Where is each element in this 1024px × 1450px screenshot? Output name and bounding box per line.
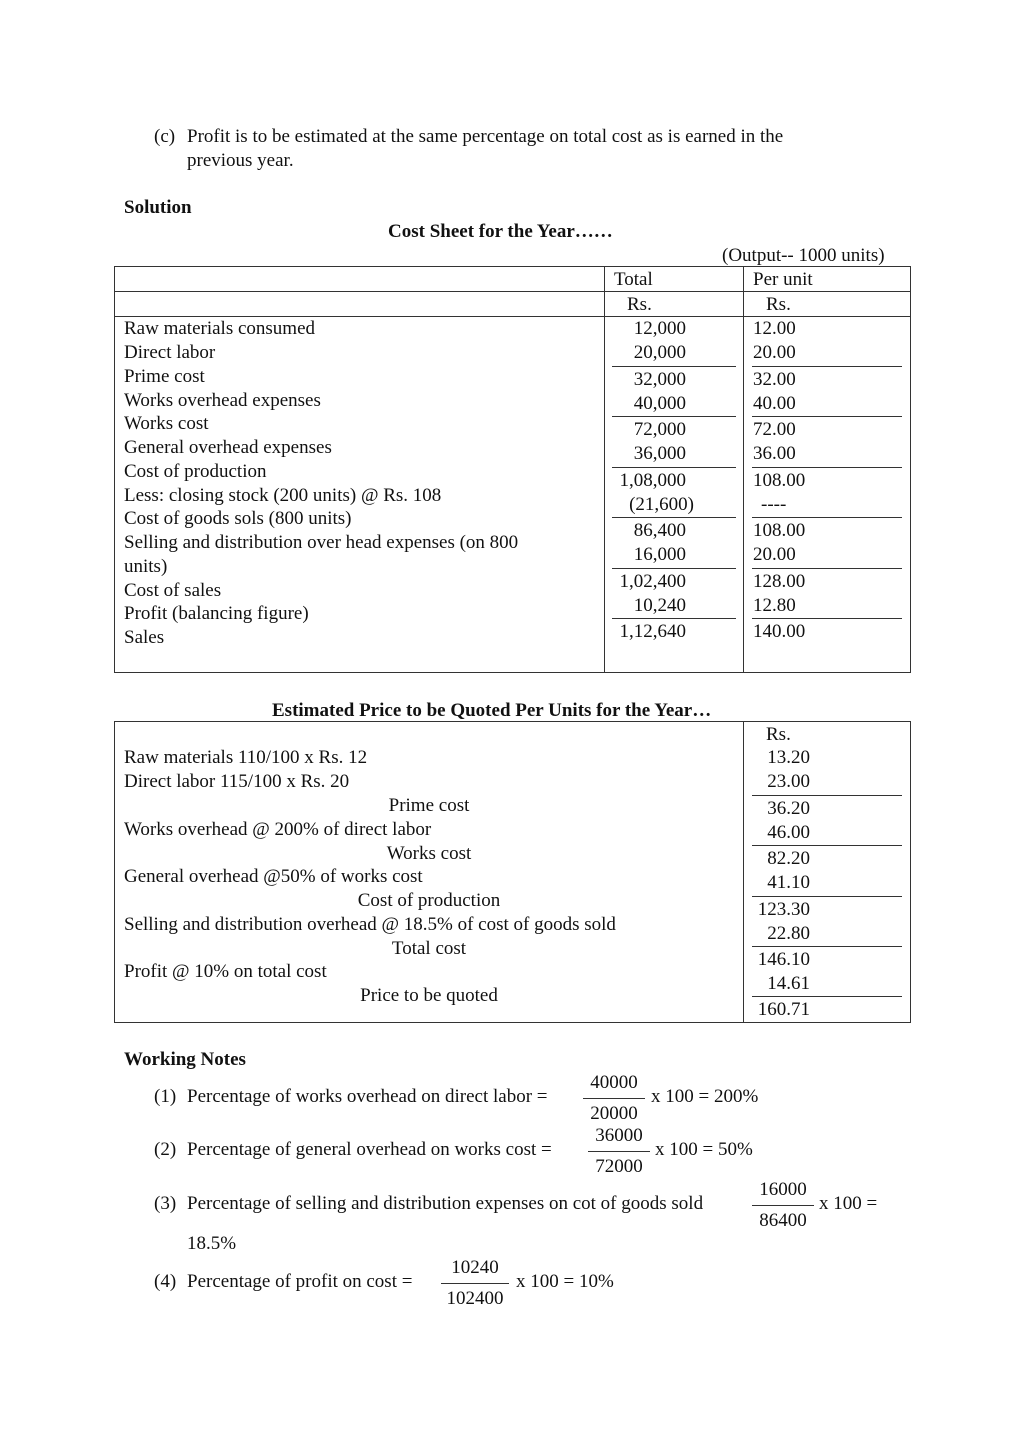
- cost-row-total: 12,000: [633, 318, 686, 339]
- cost-row-per-unit: 128.00: [753, 571, 806, 592]
- note-number: (1): [154, 1086, 177, 1107]
- total-subtotal-rule: [612, 366, 736, 367]
- intro-line-1: Profit is to be estimated at the same percentage on total cost as is earned in the: [187, 126, 784, 147]
- estimate-title: Estimated Price to be Quoted Per Units for the Year…: [272, 700, 712, 721]
- estimate-row-label: Works cost: [386, 843, 472, 864]
- note-fraction: [588, 1123, 650, 1180]
- working-notes-heading: Working Notes: [124, 1049, 246, 1070]
- cost-row-total: 20,000: [633, 342, 686, 363]
- total-subtotal-rule: [612, 467, 736, 468]
- note-result: x 100 = 10%: [516, 1271, 614, 1292]
- fraction-denominator: 86400: [759, 1210, 807, 1231]
- estimate-row-value: 160.71: [757, 999, 810, 1020]
- estimate-currency: Rs.: [766, 724, 791, 745]
- note-continuation: 18.5%: [187, 1233, 237, 1254]
- note-number: (2): [154, 1139, 177, 1160]
- cost-row-per-unit: 140.00: [753, 621, 806, 642]
- estimate-subtotal-rule: [752, 896, 902, 897]
- cost-row-label: Direct labor: [124, 342, 216, 363]
- estimate-row-label: Works overhead @ 200% of direct labor: [124, 819, 432, 840]
- note-result: x 100 = 50%: [655, 1139, 753, 1160]
- estimate-row-value: 22.80: [767, 923, 810, 944]
- note-number: (4): [154, 1271, 177, 1292]
- estimate-row-value: 82.20: [767, 848, 810, 869]
- col-header-per-unit: Per unit: [753, 269, 813, 290]
- intro-line-2: previous year.: [187, 150, 294, 171]
- fraction-numerator: 10240: [451, 1257, 499, 1278]
- cost-row-label: Selling and distribution over head expenses (on 800: [124, 532, 519, 553]
- estimate-row-value: 146.10: [757, 949, 810, 970]
- estimate-row-value: 13.20: [767, 747, 810, 768]
- unit-subtotal-rule: [752, 517, 902, 518]
- col-currency-unit: Rs.: [766, 294, 791, 315]
- fraction-bar: [588, 1151, 650, 1152]
- estimate-row-label: Total cost: [391, 938, 467, 959]
- note-result: x 100 =: [819, 1193, 878, 1214]
- fraction-numerator: 40000: [590, 1072, 638, 1093]
- cost-row-total: 10,240: [633, 595, 686, 616]
- fraction-bar: [441, 1283, 509, 1284]
- cost-row-label: Profit (balancing figure): [124, 603, 309, 624]
- note-number: (3): [154, 1193, 177, 1214]
- cost-row-total: 32,000: [633, 369, 686, 390]
- cost-row-per-unit: 20.00: [753, 342, 796, 363]
- note-fraction: [583, 1070, 645, 1127]
- cost-sheet-title: Cost Sheet for the Year……: [388, 221, 613, 242]
- cost-row-total: (21,600): [629, 494, 694, 515]
- unit-subtotal-rule: [752, 366, 902, 367]
- col-header-total: Total: [614, 269, 653, 290]
- cost-row-label: General overhead expenses: [124, 437, 332, 458]
- estimate-row-label: Profit @ 10% on total cost: [124, 961, 327, 982]
- cost-row-total: 1,02,400: [619, 571, 686, 592]
- cost-row-per-unit: 108.00: [753, 520, 806, 541]
- cost-row-per-unit: 72.00: [753, 419, 796, 440]
- note-fraction: [441, 1255, 509, 1312]
- estimate-subtotal-rule: [752, 795, 902, 796]
- cost-row-label: Works cost: [124, 413, 209, 434]
- estimate-row-label: Selling and distribution overhead @ 18.5% of cost of goods sold: [124, 914, 616, 935]
- estimate-row-value: 23.00: [767, 771, 810, 792]
- estimate-row-label: Direct labor 115/100 x Rs. 20: [124, 771, 350, 792]
- fraction-bar: [752, 1205, 814, 1206]
- cost-row-per-unit: 36.00: [753, 443, 796, 464]
- fraction-denominator: 20000: [590, 1103, 638, 1124]
- solution-heading: Solution: [124, 197, 192, 218]
- fraction-numerator: 16000: [759, 1179, 807, 1200]
- intro-item-label: (c): [154, 126, 176, 147]
- note-text: Percentage of selling and distribution expenses on cot of goods sold: [187, 1193, 704, 1214]
- unit-subtotal-rule: [752, 618, 902, 619]
- cost-row-total: 16,000: [633, 544, 686, 565]
- cost-row-total: 1,08,000: [619, 470, 686, 491]
- estimate-row-label: Price to be quoted: [360, 985, 498, 1006]
- estimate-row-value: 41.10: [767, 872, 810, 893]
- estimate-row-label: General overhead @50% of works cost: [124, 866, 423, 887]
- cost-row-per-unit: 12.80: [753, 595, 796, 616]
- estimate-row-value: 36.20: [767, 798, 810, 819]
- estimate-subtotal-rule: [752, 996, 902, 997]
- unit-subtotal-rule: [752, 467, 902, 468]
- cost-row-per-unit: 40.00: [753, 393, 796, 414]
- cost-row-label: Less: closing stock (200 units) @ Rs. 108: [124, 485, 442, 506]
- total-subtotal-rule: [612, 416, 736, 417]
- note-text: Percentage of works overhead on direct labor =: [187, 1086, 548, 1107]
- cost-row-label: Cost of production: [124, 461, 267, 482]
- cost-row-per-unit: 108.00: [753, 470, 806, 491]
- cost-row-label: Cost of sales: [124, 580, 222, 601]
- note-fraction: [752, 1177, 814, 1234]
- estimate-row-value: 14.61: [767, 973, 810, 994]
- total-subtotal-rule: [612, 568, 736, 569]
- note-result: x 100 = 200%: [651, 1086, 759, 1107]
- fraction-denominator: 102400: [446, 1288, 504, 1309]
- total-subtotal-rule: [612, 618, 736, 619]
- cost-row-label-continued: units): [124, 556, 168, 577]
- cost-row-label: Works overhead expenses: [124, 390, 321, 411]
- estimate-row-label: Cost of production: [357, 890, 501, 911]
- fraction-bar: [583, 1098, 645, 1099]
- fraction-numerator: 36000: [595, 1125, 643, 1146]
- cost-row-label: Sales: [124, 627, 165, 648]
- estimate-row-value: 46.00: [767, 822, 810, 843]
- output-note: (Output-- 1000 units): [722, 245, 885, 266]
- col-currency-total: Rs.: [627, 294, 652, 315]
- cost-row-per-unit: ----: [761, 494, 787, 515]
- cost-row-per-unit: 12.00: [753, 318, 796, 339]
- cost-row-label: Raw materials consumed: [124, 318, 316, 339]
- estimate-subtotal-rule: [752, 845, 902, 846]
- estimate-row-label: Raw materials 110/100 x Rs. 12: [124, 747, 368, 768]
- estimate-subtotal-rule: [752, 946, 902, 947]
- note-text: Percentage of general overhead on works cost =: [187, 1139, 552, 1160]
- cost-row-per-unit: 32.00: [753, 369, 796, 390]
- estimate-row-label: Prime cost: [388, 795, 470, 816]
- cost-row-total: 36,000: [633, 443, 686, 464]
- cost-row-label: Cost of goods sols (800 units): [124, 508, 352, 529]
- total-subtotal-rule: [612, 517, 736, 518]
- cost-row-total: 72,000: [633, 419, 686, 440]
- unit-subtotal-rule: [752, 568, 902, 569]
- cost-row-label: Prime cost: [124, 366, 205, 387]
- cost-row-total: 40,000: [633, 393, 686, 414]
- cost-row-total: 86,400: [633, 520, 686, 541]
- cost-row-total: 1,12,640: [619, 621, 686, 642]
- unit-subtotal-rule: [752, 416, 902, 417]
- note-text: Percentage of profit on cost =: [187, 1271, 413, 1292]
- fraction-denominator: 72000: [595, 1156, 643, 1177]
- cost-row-per-unit: 20.00: [753, 544, 796, 565]
- estimate-row-value: 123.30: [757, 899, 810, 920]
